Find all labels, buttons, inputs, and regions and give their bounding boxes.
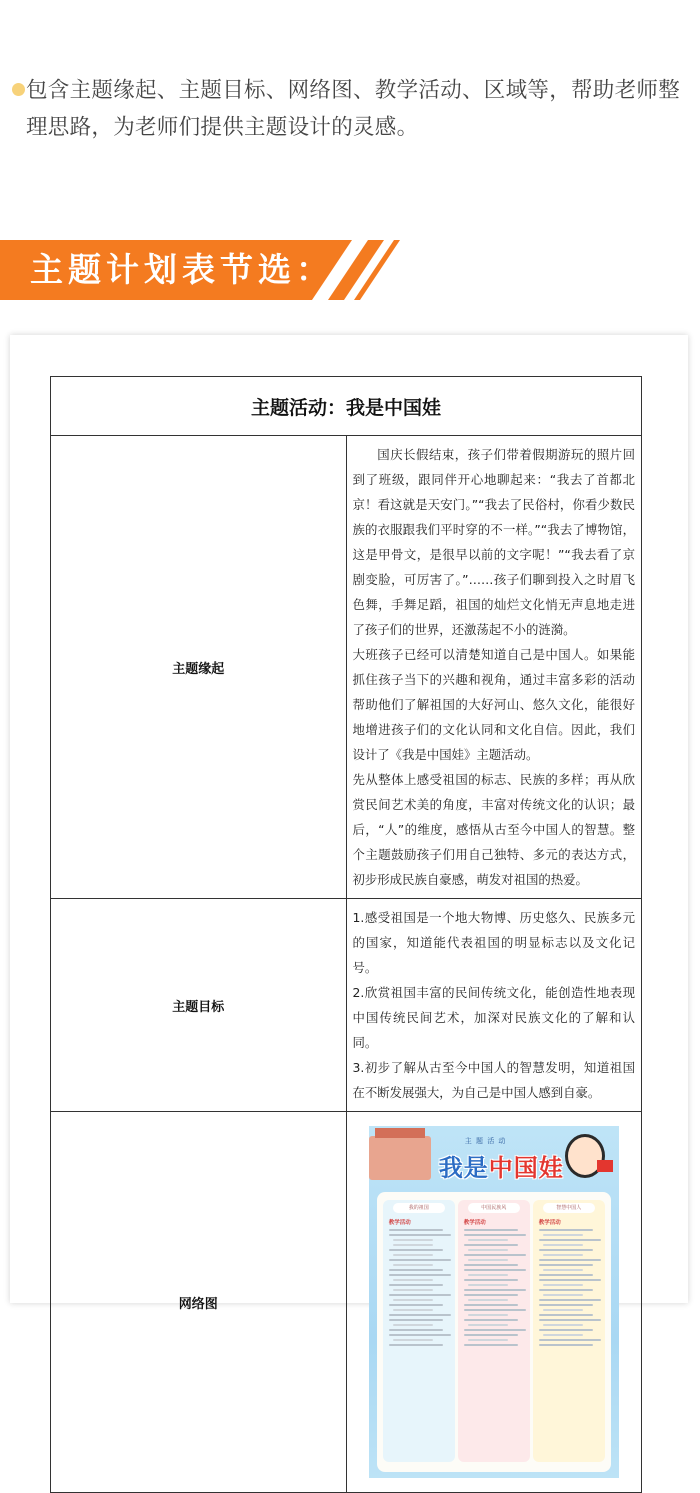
text-line — [389, 1259, 451, 1261]
tiananmen-illustration — [369, 1136, 431, 1180]
poster-column — [533, 1200, 605, 1462]
poster-panel — [377, 1192, 611, 1472]
column-section-label: 教学活动 — [463, 1220, 486, 1226]
text-line — [464, 1264, 518, 1266]
text-line — [393, 1324, 433, 1326]
flag-illustration — [597, 1160, 613, 1172]
text-line — [393, 1289, 433, 1291]
text-line — [389, 1314, 451, 1316]
goal-item: 3.初步了解从古至今中国人的智慧发明，知道祖国在不断发展强大，为自己是中国人感到自豪。 — [352, 1060, 635, 1100]
text-line — [389, 1304, 443, 1306]
text-line — [543, 1334, 583, 1336]
text-line — [464, 1304, 518, 1306]
column-heading: 我的祖国 — [393, 1203, 445, 1213]
text-line — [543, 1269, 583, 1271]
text-line — [464, 1279, 518, 1281]
row-label-origin: 主题缘起 — [51, 436, 347, 899]
text-line — [464, 1309, 526, 1311]
text-line — [468, 1314, 508, 1316]
row-content-goals — [346, 899, 642, 1112]
table-row — [51, 899, 642, 1112]
text-line — [543, 1309, 583, 1311]
text-line — [539, 1274, 593, 1276]
table-header-row — [51, 377, 642, 436]
text-line — [543, 1234, 583, 1236]
text-line — [539, 1319, 601, 1321]
poster-title — [439, 1148, 564, 1183]
text-line — [543, 1244, 583, 1246]
text-line — [468, 1259, 508, 1261]
text-line — [464, 1334, 518, 1336]
text-line — [393, 1299, 433, 1301]
column-heading: 中国民族风 — [468, 1203, 520, 1213]
text-line — [464, 1234, 526, 1236]
text-line — [393, 1339, 433, 1341]
text-line — [539, 1304, 593, 1306]
text-line — [389, 1319, 443, 1321]
banner-title: 主题计划表节选： — [30, 250, 334, 289]
text-line — [464, 1344, 518, 1346]
row-content-network — [346, 1112, 642, 1493]
text-line — [543, 1254, 583, 1256]
column-heading: 智慧中国人 — [543, 1203, 595, 1213]
intro-paragraph — [12, 72, 696, 146]
text-line — [393, 1244, 433, 1246]
text-line — [539, 1249, 593, 1251]
text-line — [468, 1249, 508, 1251]
text-line — [393, 1254, 433, 1256]
column-section-label: 教学活动 — [388, 1220, 411, 1226]
text-line — [389, 1329, 443, 1331]
goal-item: 1.感受祖国是一个地大物博、历史悠久、民族多元的国家，知道能代表祖国的明显标志以及文化记号。 — [352, 910, 635, 975]
text-line — [464, 1329, 526, 1331]
text-line — [389, 1334, 451, 1336]
poster-column — [458, 1200, 530, 1462]
text-line — [389, 1344, 443, 1346]
text-line — [539, 1259, 601, 1261]
bullet-dot-icon — [12, 83, 25, 96]
theme-plan-table — [50, 376, 642, 1493]
origin-paragraph: 大班孩子已经可以清楚知道自己是中国人。如果能抓住孩子当下的兴趣和视角，通过丰富多彩的活动帮助他们了解祖国的大好河山、悠久文化，能很好地增进孩子们的文化认同和文化自信。因此，我们设计了《我是中国娃》主题活动。 — [352, 647, 635, 762]
goal-item: 2.欣赏祖国丰富的民间传统文化，能创造性地表现中国传统民间艺术，加深对民族文化的了解和认同。 — [352, 985, 635, 1050]
text-line — [543, 1324, 583, 1326]
text-line — [539, 1279, 601, 1281]
text-line — [468, 1324, 508, 1326]
text-line — [468, 1239, 508, 1241]
text-line — [468, 1284, 508, 1286]
text-line — [393, 1264, 433, 1266]
text-line — [539, 1264, 593, 1266]
text-line — [393, 1239, 433, 1241]
text-line — [539, 1329, 593, 1331]
poster-title-part1: 我是 — [438, 1154, 489, 1182]
table-title: 主题活动：我是中国娃 — [51, 377, 642, 436]
row-label-goals: 主题目标 — [51, 899, 347, 1112]
text-line — [389, 1274, 451, 1276]
text-line — [539, 1229, 593, 1231]
text-line — [389, 1284, 443, 1286]
text-line — [539, 1344, 593, 1346]
intro-text: 包含主题缘起、主题目标、网络图、教学活动、区域等，帮助老师整理思路，为老师们提供主题设计的灵感。 — [26, 78, 681, 140]
text-line — [464, 1319, 518, 1321]
poster-subtitle: 主 题 活 动 — [464, 1137, 507, 1145]
text-line — [539, 1239, 601, 1241]
text-line — [389, 1249, 443, 1251]
text-line — [464, 1244, 518, 1246]
row-content-origin — [346, 436, 642, 899]
text-line — [539, 1299, 601, 1301]
text-line — [468, 1299, 508, 1301]
text-line — [464, 1269, 526, 1271]
origin-paragraph: 先从整体上感受祖国的标志、民族的多样；再从欣赏民间艺术美的角度，丰富对传统文化的认识；最后，“人”的维度，感悟从古至今中国人的智慧。整个主题鼓励孩子们用自己独特、多元的表达方式，初步形成民族自豪感，萌发对祖国的热爱。 — [352, 772, 635, 887]
text-line — [393, 1309, 433, 1311]
text-line — [539, 1314, 593, 1316]
text-line — [464, 1229, 518, 1231]
text-line — [468, 1339, 508, 1341]
column-section-label: 教学活动 — [538, 1220, 561, 1226]
text-line — [539, 1289, 593, 1291]
text-line — [389, 1234, 451, 1236]
section-banner — [0, 240, 420, 300]
poster-column — [383, 1200, 455, 1462]
text-line — [468, 1274, 508, 1276]
text-line — [389, 1269, 443, 1271]
table-row — [51, 1112, 642, 1493]
text-line — [464, 1294, 518, 1296]
poster-title-part2: 中国娃 — [488, 1154, 564, 1182]
text-line — [543, 1294, 583, 1296]
text-line — [464, 1289, 526, 1291]
text-line — [464, 1254, 526, 1256]
text-line — [389, 1294, 451, 1296]
text-line — [389, 1229, 443, 1231]
origin-paragraph: 国庆长假结束，孩子们带着假期游玩的照片回到了班级，跟同伴开心地聊起来：“我去了首都北京！看这就是天安门。”“我去了民俗村，你看少数民族的衣服跟我们平时穿的不一样。”“我去了博物馆，这是甲骨文，是很早以前的文字呢！”“我去看了京剧变脸，可厉害了。”……孩子们聊到投入之时眉飞色舞，手舞足蹈，祖国的灿烂文化悄无声息地走进了孩子们的世界，还激荡起不小的涟漪。 — [352, 447, 635, 637]
row-label-network: 网络图 — [51, 1112, 347, 1493]
table-row — [51, 436, 642, 899]
text-line — [393, 1279, 433, 1281]
text-line — [543, 1284, 583, 1286]
network-diagram-poster — [369, 1126, 619, 1478]
text-line — [539, 1339, 601, 1341]
